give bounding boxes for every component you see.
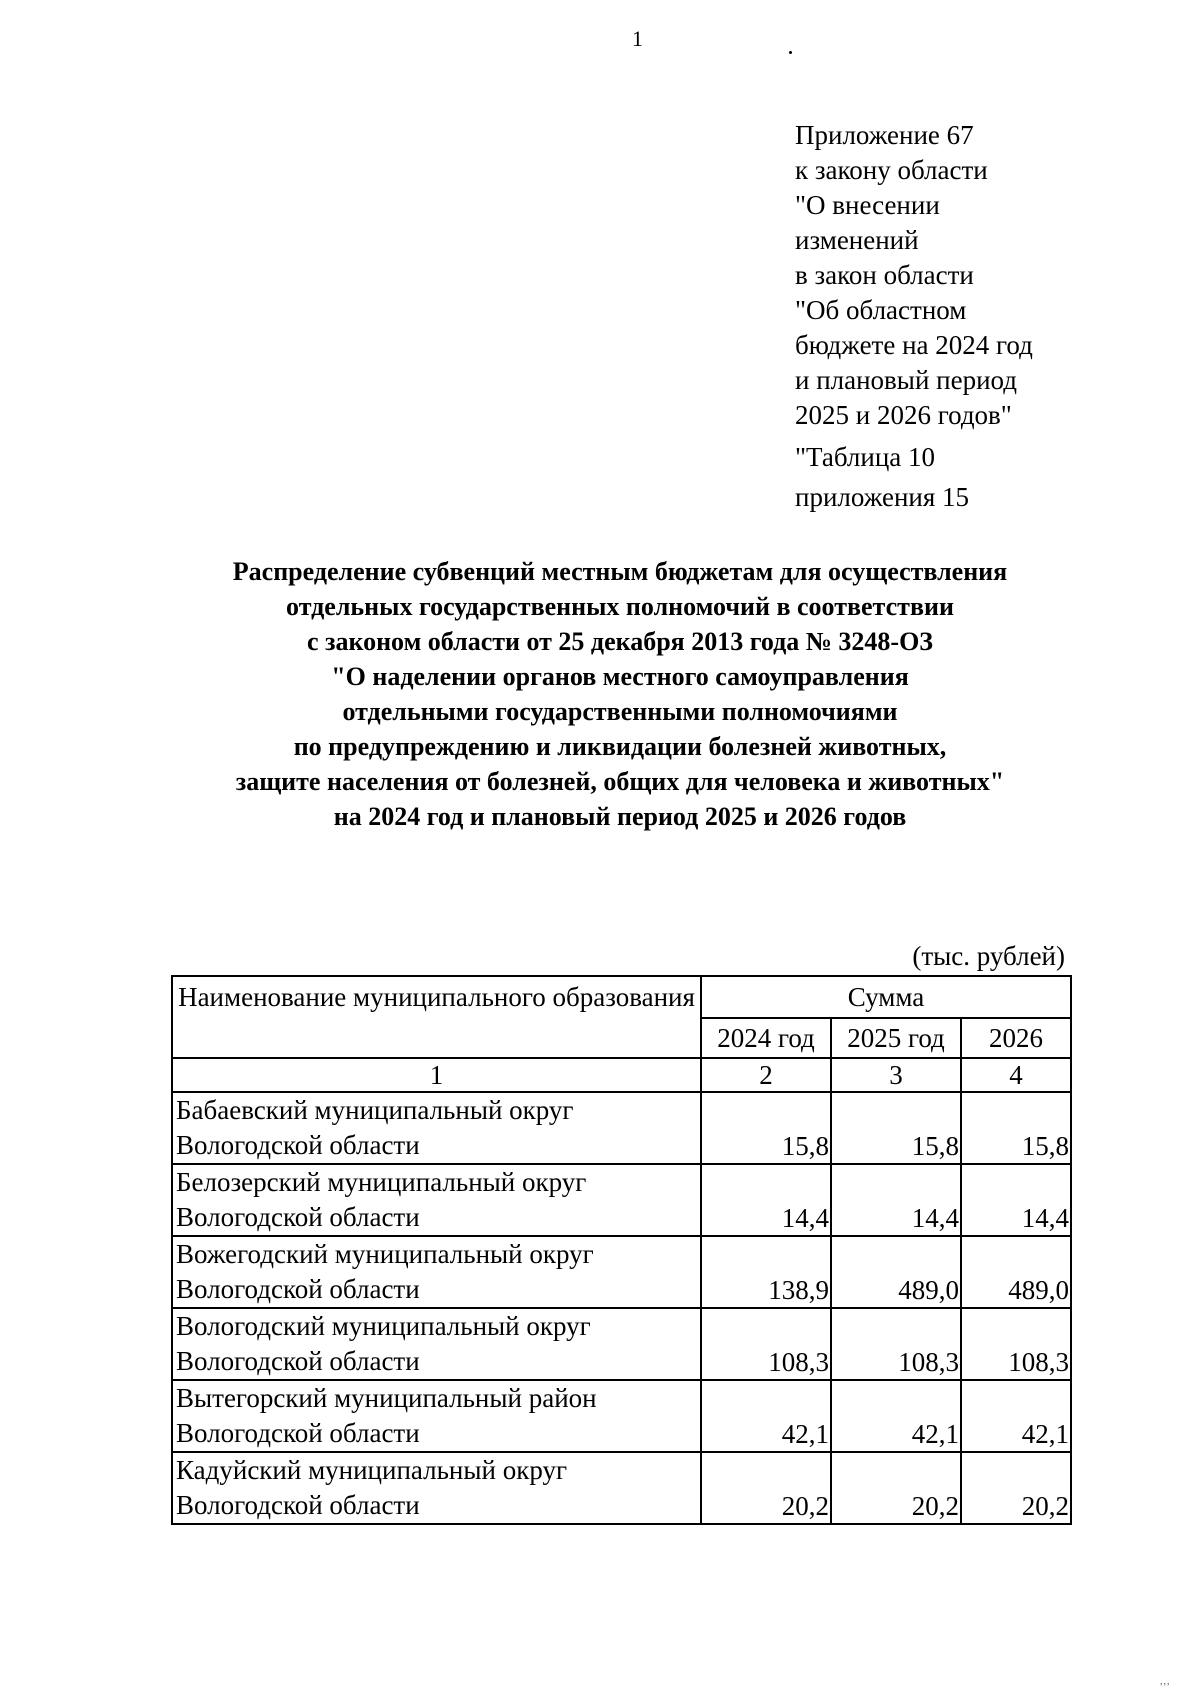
appendix-reference <box>795 118 1033 433</box>
column-number: 4 <box>961 1058 1071 1092</box>
municipality-name-line: Белозерский муниципальный округ <box>176 1167 587 1197</box>
municipality-name-line: Вологодской области <box>176 1274 420 1304</box>
column-number: 3 <box>831 1058 961 1092</box>
table-reference-line: приложения 15 <box>795 482 970 512</box>
value-2026: 42,1 <box>961 1380 1071 1452</box>
units-label: (тыс. рублей) <box>912 941 1065 971</box>
municipality-name-line: Вологодский муниципальный округ <box>176 1311 591 1341</box>
municipality-name <box>172 1092 701 1164</box>
value-2025: 489,0 <box>831 1236 961 1308</box>
header-municipality <box>172 976 701 1058</box>
table-row <box>172 1380 1071 1452</box>
table-row <box>172 1164 1071 1236</box>
appendix-line: и плановый период <box>795 365 1017 395</box>
header-sum: Сумма <box>701 976 1071 1018</box>
value-2024: 138,9 <box>701 1236 831 1308</box>
document-title <box>150 554 1090 834</box>
column-number: 2 <box>701 1058 831 1092</box>
value-2026: 489,0 <box>961 1236 1071 1308</box>
table-row <box>172 1308 1071 1380</box>
municipality-name-line: Бабаевский муниципальный округ <box>176 1095 574 1125</box>
title-line: на 2024 год и плановый период 2025 и 2026 годов <box>333 802 907 831</box>
header-year-2024: 2024 год <box>701 1018 831 1058</box>
value-2024: 14,4 <box>701 1164 831 1236</box>
column-number-row <box>172 1058 1071 1092</box>
municipality-name-line: Вологодской области <box>176 1202 420 1232</box>
table-reference <box>795 437 969 517</box>
value-2024: 20,2 <box>701 1452 831 1524</box>
appendix-line: к закону области <box>795 155 988 185</box>
value-2026: 14,4 <box>961 1164 1071 1236</box>
value-2026: 108,3 <box>961 1308 1071 1380</box>
municipality-name <box>172 1308 701 1380</box>
municipality-name <box>172 1164 701 1236</box>
municipality-name-line: Вытегорский муниципальный район <box>176 1383 597 1413</box>
title-line: по предупреждению и ликвидации болезней животных, <box>293 732 947 761</box>
appendix-line: 2025 и 2026 годов" <box>795 400 1012 430</box>
municipality-name-line: Вологодской области <box>176 1130 420 1160</box>
appendix-line: "Об областном <box>795 295 967 325</box>
municipality-name <box>172 1380 701 1452</box>
value-2024: 42,1 <box>701 1380 831 1452</box>
value-2026: 20,2 <box>961 1452 1071 1524</box>
municipality-name-line: Вологодской области <box>176 1490 420 1520</box>
header-municipality-line: Наименование муниципального <box>178 982 546 1012</box>
title-line: с законом области от 25 декабря 2013 года № 3248-ОЗ <box>306 627 934 656</box>
value-2026: 15,8 <box>961 1092 1071 1164</box>
scan-artifact-marks: ,,, <box>1160 1676 1171 1687</box>
value-2025: 14,4 <box>831 1164 961 1236</box>
subvention-table <box>171 975 1072 1525</box>
header-year-2025: 2025 год <box>831 1018 961 1058</box>
title-line: "О наделении органов местного самоуправления <box>331 662 909 691</box>
table-reference-line: "Таблица 10 <box>795 442 935 472</box>
appendix-line: бюджете на 2024 год <box>795 330 1033 360</box>
municipality-name <box>172 1452 701 1524</box>
title-line: отдельными государственными полномочиями <box>342 697 898 726</box>
table-row <box>172 1092 1071 1164</box>
municipality-name-line: Вожегодский муниципальный округ <box>176 1239 594 1269</box>
title-line: защите населения от болезней, общих для человека и животных" <box>235 767 1005 796</box>
value-2025: 108,3 <box>831 1308 961 1380</box>
appendix-line: "О внесении <box>795 190 940 220</box>
value-2024: 108,3 <box>701 1308 831 1380</box>
value-2025: 42,1 <box>831 1380 961 1452</box>
header-year-2026: 2026 <box>961 1018 1071 1058</box>
municipality-name-line: Вологодской области <box>176 1346 420 1376</box>
title-line: отдельных государственных полномочий в соответствии <box>286 592 954 621</box>
column-number: 1 <box>172 1058 701 1092</box>
table-row <box>172 1452 1071 1524</box>
header-municipality-line: образования <box>552 982 695 1012</box>
value-2024: 15,8 <box>701 1092 831 1164</box>
scan-artifact-dot <box>789 51 792 54</box>
municipality-name-line: Вологодской области <box>176 1418 420 1448</box>
table-row <box>172 1236 1071 1308</box>
municipality-name-line: Кадуйский муниципальный округ <box>176 1455 568 1485</box>
municipality-name <box>172 1236 701 1308</box>
title-line: Распределение субвенций местным бюджетам для осуществления <box>232 557 1008 586</box>
page-number: 1 <box>632 26 643 51</box>
value-2025: 15,8 <box>831 1092 961 1164</box>
appendix-line: в закон области <box>795 260 974 290</box>
appendix-line: изменений <box>795 225 919 255</box>
appendix-line: Приложение 67 <box>795 120 974 150</box>
value-2025: 20,2 <box>831 1452 961 1524</box>
